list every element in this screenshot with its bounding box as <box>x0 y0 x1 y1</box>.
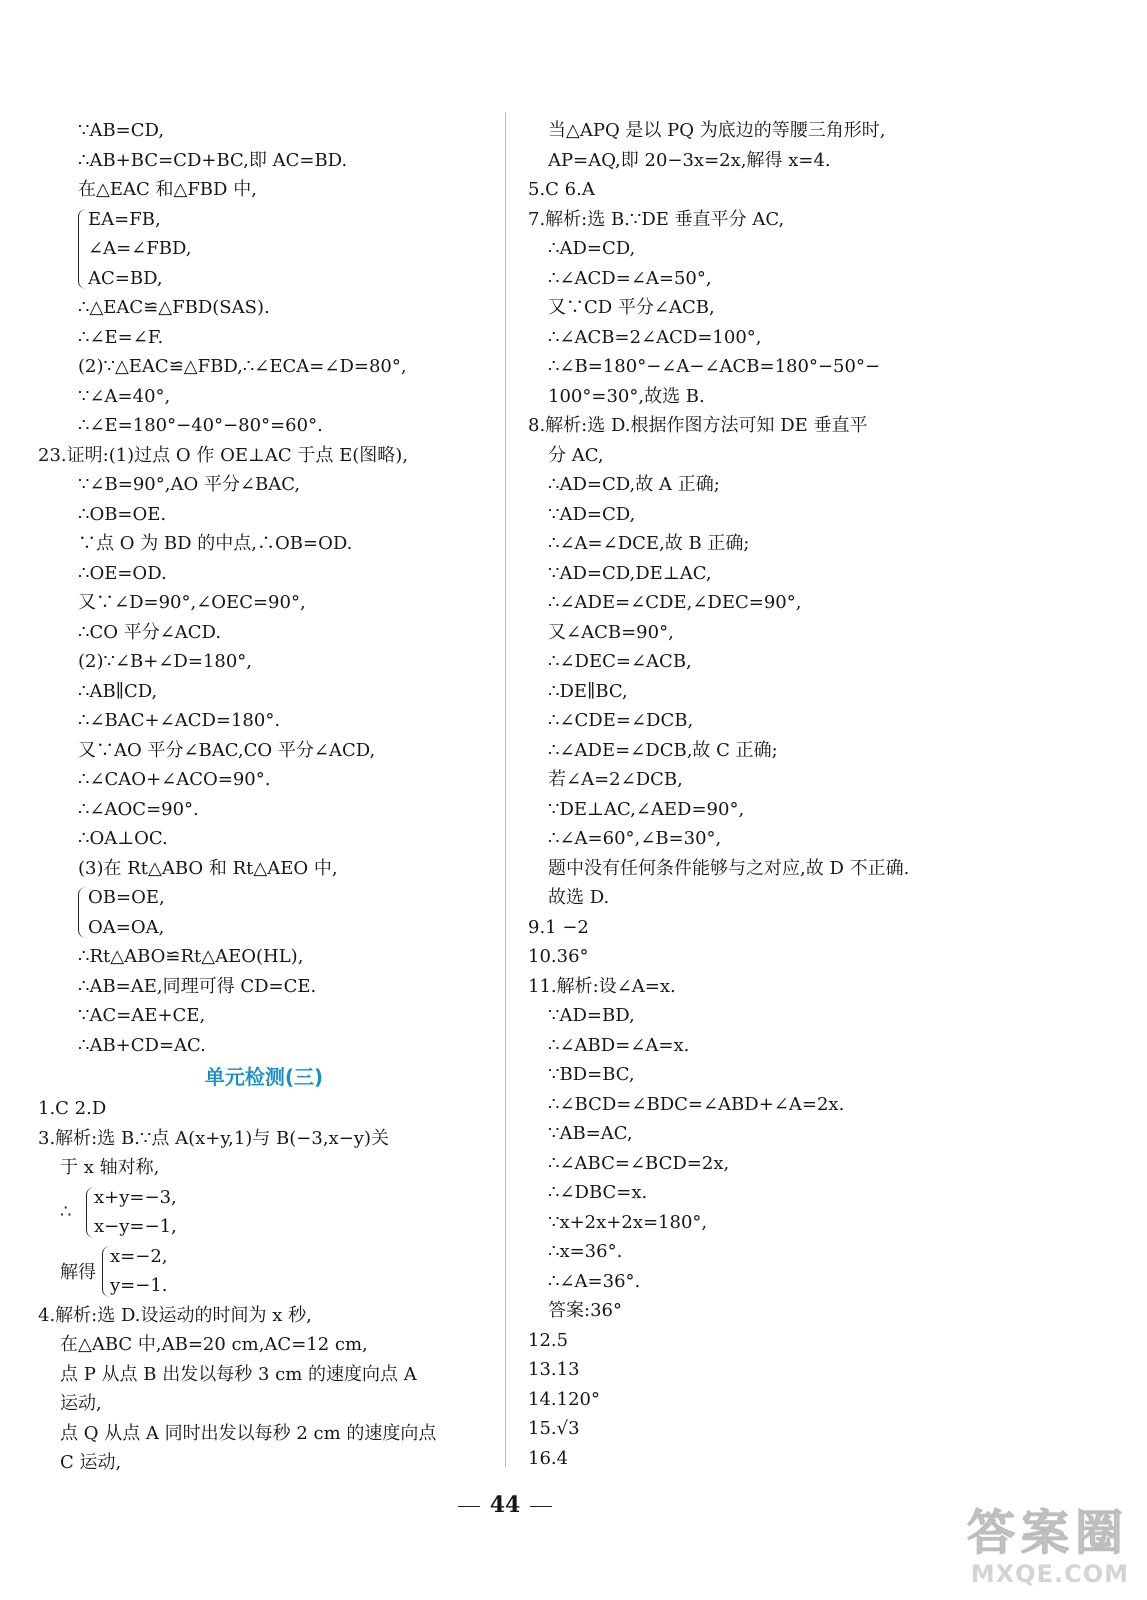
text-line: ∴∠ACD=∠A=50°, <box>548 267 712 289</box>
text-line: 又∠ACB=90°, <box>548 621 674 643</box>
left-brace <box>102 1246 111 1297</box>
text-line: ∵AC=AE+CE, <box>78 1005 206 1026</box>
text-line: ∴Rt△ABO≌Rt△AEO(HL), <box>78 946 304 967</box>
text-line: 又∵AO 平分∠BAC,CO 平分∠ACD, <box>78 739 376 761</box>
page-number <box>0 1490 1010 1520</box>
section-title: 单元检测(三) <box>204 1065 324 1089</box>
text-line: ∴AB∥CD, <box>78 680 158 702</box>
answer-line: 16.4 <box>528 1447 569 1469</box>
text-line: 又∵CD 平分∠ACB, <box>548 297 715 318</box>
question-23-heading: 23.证明:(1)过点 O 作 OE⊥AC 于点 E(图略), <box>38 444 409 466</box>
text-line: ∴∠ACB=2∠ACD=100°, <box>548 326 762 348</box>
text-line: OA=OA, <box>88 916 165 938</box>
text-line: 答案:36° <box>548 1300 622 1321</box>
text-line: 题中没有任何条件能够与之对应,故 D 不正确. <box>548 857 910 879</box>
equation-line: x−y=−1, <box>94 1216 177 1237</box>
text-line: ∵AD=BD, <box>548 1005 635 1026</box>
question-4-body <box>38 1330 490 1478</box>
text-line: ∵AD=CD, <box>548 503 636 525</box>
answer-line: 5.C 6.A <box>528 179 595 200</box>
question-8-body <box>528 441 968 913</box>
text-line: 当△APQ 是以 PQ 为底边的等腰三角形时, <box>548 120 886 141</box>
condition-brace <box>78 883 490 942</box>
proof-block-2 <box>38 293 490 441</box>
text-line: ∵∠A=40°, <box>78 385 171 407</box>
question-7-heading: 7.解析:选 B.∵DE 垂直平分 AC, <box>528 208 785 230</box>
text-line: ∴AD=CD,故 A 正确; <box>548 474 720 495</box>
text-line: ∴∠E=∠F. <box>78 326 164 348</box>
text-line: ∴OE=OD. <box>78 562 167 584</box>
proof-block-3 <box>38 470 490 883</box>
text-line: 点 Q 从点 A 同时出发以每秒 2 cm 的速度向点 <box>60 1422 437 1444</box>
text-line: ∴∠ABC=∠BCD=2x, <box>548 1152 730 1174</box>
text-line: ∴OA⊥OC. <box>78 828 168 849</box>
text-line: 在△EAC 和△FBD 中, <box>78 179 257 200</box>
column-divider <box>505 112 506 1467</box>
text-line: 若∠A=2∠DCB, <box>548 769 683 790</box>
text-line: ∴∠DBC=x. <box>548 1182 648 1203</box>
question-3-line: 于 x 轴对称, <box>60 1157 160 1178</box>
watermark-url: MXQE.COM <box>970 1560 1129 1588</box>
text-line: ∴∠BCD=∠BDC=∠ABD+∠A=2x. <box>548 1093 845 1115</box>
text-line: 运动, <box>60 1393 102 1414</box>
text-line: ∵DE⊥AC,∠AED=90°, <box>548 798 745 820</box>
text-line: ∴∠ABD=∠A=x. <box>548 1034 690 1056</box>
text-line: ∵∠B=90°,AO 平分∠BAC, <box>78 474 301 495</box>
answer-line: 10.36° <box>528 946 589 967</box>
text-line: ∴∠DEC=∠ACB, <box>548 651 692 672</box>
left-brace <box>86 1187 95 1238</box>
text-line: ∴∠A=60°,∠B=30°, <box>548 828 722 849</box>
text-line: EA=FB, <box>88 208 161 230</box>
answer-line: 14.120° <box>528 1388 600 1410</box>
text-line: ∴DE∥BC, <box>548 680 628 702</box>
text-line: (2)∵∠B+∠D=180°, <box>78 651 253 672</box>
question-11-heading: 11.解析:设∠A=x. <box>528 975 676 997</box>
therefore-symbol: ∴ <box>60 1201 72 1223</box>
dash-left <box>458 1506 480 1507</box>
equation-system <box>60 1183 490 1242</box>
text-line: ∵BD=BC, <box>548 1064 635 1085</box>
text-line: ∠A=∠FBD, <box>88 238 192 259</box>
condition-brace <box>78 205 490 294</box>
answer-line: 15.√3 <box>528 1418 580 1439</box>
solution-system <box>60 1242 490 1301</box>
question-8-heading: 8.解析:选 D.根据作图方法可知 DE 垂直平 <box>528 415 868 436</box>
text-line: 分 AC, <box>548 444 604 466</box>
text-line: ∴CO 平分∠ACD. <box>78 621 222 643</box>
text-line: C 运动, <box>60 1452 122 1473</box>
text-line: ∴∠CDE=∠DCB, <box>548 710 694 731</box>
text-line: ∴∠A=∠DCE,故 B 正确; <box>548 533 750 554</box>
text-line: 100°=30°,故选 B. <box>548 385 705 407</box>
text-line: AP=AQ,即 20−3x=2x,解得 x=4. <box>548 149 831 171</box>
left-column <box>38 116 490 1478</box>
dash-right <box>530 1506 552 1507</box>
text-line: ∵AD=CD,DE⊥AC, <box>548 562 712 584</box>
text-line: ∴x=36°. <box>548 1241 623 1262</box>
left-brace <box>78 887 87 938</box>
answer-line: 9.1 −2 <box>528 916 589 938</box>
question-3-line: 3.解析:选 B.∵点 A(x+y,1)与 B(−3,x−y)关 <box>38 1127 389 1149</box>
text-line: ∴△EAC≌△FBD(SAS). <box>78 297 270 318</box>
text-line: ∴∠CAO+∠ACO=90°. <box>78 769 271 790</box>
answer-line: 13.13 <box>528 1359 580 1380</box>
text-line: ∴∠A=36°. <box>548 1270 641 1292</box>
text-line: ∴AD=CD, <box>548 238 636 259</box>
text-line: ∴∠ADE=∠DCB,故 C 正确; <box>548 739 778 761</box>
answer-line: 12.5 <box>528 1329 569 1351</box>
text-line: 在△ABC 中,AB=20 cm,AC=12 cm, <box>60 1334 368 1355</box>
equation-line: y=−1. <box>110 1275 168 1296</box>
text-line: 又∵∠D=90°,∠OEC=90°, <box>78 592 306 613</box>
question-4-continued <box>528 116 968 175</box>
question-4-heading: 4.解析:选 D.设运动的时间为 x 秒, <box>38 1304 312 1326</box>
left-brace <box>78 209 87 290</box>
text-line: ∴∠B=180°−∠A−∠ACB=180°−50°− <box>548 356 881 377</box>
text-line: AC=BD, <box>88 267 163 289</box>
question-11-body <box>528 1001 968 1326</box>
proof-block-1 <box>38 116 490 205</box>
text-line: (3)在 Rt△ABO 和 Rt△AEO 中, <box>78 857 338 879</box>
text-line: ∵AB=CD, <box>78 120 165 141</box>
text-line: 故选 D. <box>548 887 610 908</box>
text-line: ∴AB+BC=CD+BC,即 AC=BD. <box>78 149 348 171</box>
right-column <box>528 116 968 1473</box>
page-number-text: 44 <box>489 1492 521 1518</box>
answer-line: 1.C 2.D <box>38 1098 107 1119</box>
question-7-body <box>528 234 968 411</box>
text-line: 点 P 从点 B 出发以每秒 3 cm 的速度向点 A <box>60 1363 417 1385</box>
text-line: ∴∠AOC=90°. <box>78 798 199 820</box>
text-line: (2)∵△EAC≌△FBD,∴∠ECA=∠D=80°, <box>78 356 407 377</box>
text-line: ∴∠BAC+∠ACD=180°. <box>78 710 281 731</box>
text-line: ∴∠ADE=∠CDE,∠DEC=90°, <box>548 592 802 613</box>
proof-block-4 <box>38 942 490 1060</box>
text-line: ∵x+2x+2x=180°, <box>548 1211 708 1233</box>
watermark-logo-text: 答案圈 <box>966 1505 1129 1561</box>
text-line: ∵点 O 为 BD 的中点,∴OB=OD. <box>78 533 353 554</box>
site-watermark <box>949 1494 1129 1590</box>
text-line: ∴AB+CD=AC. <box>78 1034 206 1056</box>
text-line: ∵AB=AC, <box>548 1123 633 1144</box>
equation-line: x=−2, <box>110 1245 168 1267</box>
equation-line: x+y=−3, <box>94 1186 177 1208</box>
text-line: ∴∠E=180°−40°−80°=60°. <box>78 415 323 436</box>
solution-label: 解得 <box>60 1262 96 1283</box>
text-line: ∴AB=AE,同理可得 CD=CE. <box>78 975 317 997</box>
text-line: OB=OE, <box>88 887 165 908</box>
text-line: ∴OB=OE. <box>78 503 167 525</box>
